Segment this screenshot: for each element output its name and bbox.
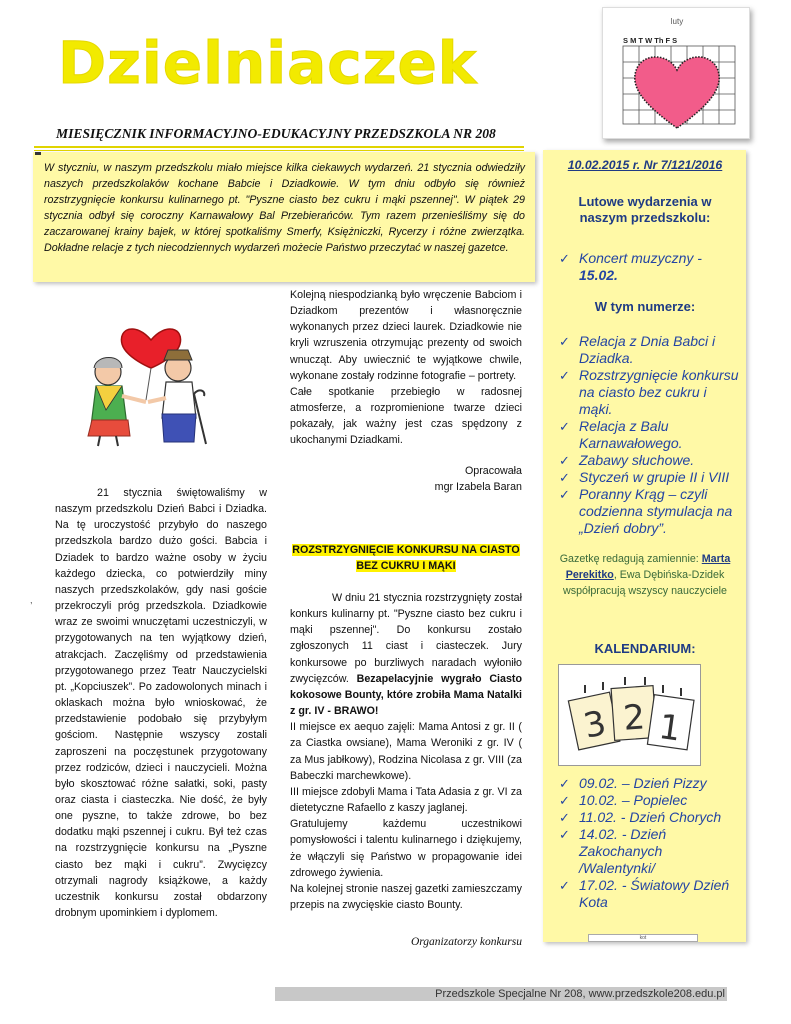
issue-list: [556, 333, 741, 537]
events-heading-line1: Lutowe wydarzenia w: [578, 194, 712, 209]
check-icon: ✓: [559, 810, 570, 825]
events-heading-line2: naszym przedszkolu:: [579, 210, 711, 225]
events-heading: [553, 194, 737, 226]
calendar-list: [556, 775, 741, 911]
editors-sep: :: [695, 553, 702, 565]
list-item: ✓ 10.02. – Popielec: [559, 792, 688, 808]
right-article: [290, 287, 522, 495]
author-name: mgr Izabela Baran: [434, 480, 522, 493]
check-icon: ✓: [559, 827, 570, 842]
list-item: ✓ Poranny Krąg – czyli codzienna stymulacja na „Dzień dobry”.: [559, 486, 733, 536]
intro-bullet-mark: [35, 152, 41, 155]
check-icon: ✓: [559, 419, 570, 434]
check-icon: ✓: [559, 878, 570, 893]
header-rule-thin: [34, 150, 524, 151]
heart-calendar-icon: [602, 7, 750, 139]
check-icon: ✓: [559, 368, 570, 383]
contest-p1: W dniu 21 stycznia rozstrzygnięty został konkurs kulinarny pt. "Pyszne ciasto bez cukru i mąki pszennej". Do konkursu zostało zgłoszonych 11 ciast i ciasteczek. Jury konkursowe po burzliwych naradach wyłoniło zwycięzców.: [290, 592, 522, 685]
stray-mark: ,: [30, 595, 33, 605]
header-rule: [34, 146, 524, 148]
calendar-days-label: S M T W Th F S: [623, 36, 678, 45]
masthead-title: Dzielniaczek: [58, 29, 478, 97]
contest-title: [290, 542, 522, 574]
check-icon: ✓: [559, 251, 570, 266]
tear-off-calendar-icon: [558, 664, 701, 766]
issue-date: 10.02.2015 r. Nr 7/121/2016: [567, 158, 723, 172]
contest-p3: III miejsce zdobyli Mama i Tata Adasia z gr. VI za dietetyczne Rafaello z kaszy jaglanej.: [290, 785, 522, 815]
contest-p5: Na kolejnej stronie naszej gazetki zamieszczamy przepis na zwycięskie ciasto Bounty.: [290, 882, 522, 911]
contest-p4: Gratulujemy każdemu uczestnikowi pomysłowości i talentu kulinarnego i dziękujemy, że włączyli się Państwo w propagowanie idei zdrowego żywienia.: [290, 818, 522, 879]
list-item: ✓ 09.02. – Dzień Pizzy: [559, 775, 707, 791]
list-item: ✓ Styczeń w grupie II i VIII: [559, 469, 730, 485]
editors-prefix: Gazetkę redagują zamiennie: [559, 553, 696, 565]
check-icon: ✓: [559, 487, 570, 502]
check-icon: ✓: [559, 453, 570, 468]
issue-heading: W tym numerze:: [594, 299, 696, 314]
list-item: ✓ 11.02. - Dzień Chorych: [559, 809, 722, 825]
check-icon: ✓: [559, 793, 570, 808]
footer-text: Przedszkole Specjalne Nr 208, www.przedszkole208.edu.pl: [435, 988, 725, 1000]
list-item: ✓ 17.02. - Światowy Dzień Kota: [559, 877, 730, 910]
right-article-p2: Całe spotkanie przebiegło w radosnej atmosferze, a rozpromienione twarze dzieci pokazały, jak ważny jest czas spędzony z ukochanymi Dziadkami.: [290, 385, 522, 447]
contest-title-line1: ROZSTRZYGNIĘCIE KONKURSU NA CIASTO: [292, 544, 520, 556]
masthead-subtitle: MIESIĘCZNIK INFORMACYJNO-EDUKACYJNY PRZEDSZKOLA NR 208: [56, 126, 496, 141]
contest-p2: II miejsce ex aequo zajęli: Mama Antosi z gr. II ( za Ciastka owsiane), Mama Weroniki z gr. IV ( za Mus jabłkowy), Rodzina Nicolasa z gr. VIII (za Babeczki marchewkowe).: [290, 721, 522, 782]
check-icon: ✓: [559, 470, 570, 485]
list-item: [556, 250, 741, 284]
intro-box: [33, 152, 535, 282]
calendar-month-label: luty: [670, 17, 684, 26]
grandparents-illustration: [66, 310, 232, 452]
contest-title-line2: BEZ CUKRU I MĄKI: [356, 560, 456, 572]
right-article-p1: Kolejną niespodzianką było wręczenie Babciom i Dziadkom prezentów i własnoręcznie wykonanych przez dzieci laurek. Dziadkowie nie kryli wzruszenia otrzymując prezenty od swoich wnucząt. Aby uwiecznić te wyjątkowe chwile, wykonane zostały rodzinne fotografie – portrety.: [290, 289, 522, 382]
editor-name: Marta Perekitko: [565, 553, 731, 581]
event-text: Koncert muzyczny -: [579, 250, 702, 266]
organizers-signature: Organizatorzy konkursu: [410, 936, 522, 948]
svg-text:3: 3: [580, 703, 610, 747]
clip-label: kot: [639, 935, 647, 941]
cat-clipart-fragment: [588, 934, 698, 942]
list-item: ✓ Rozstrzygnięcie konkursu na ciasto bez cukru i mąki.: [559, 367, 739, 417]
events-list: [556, 250, 741, 284]
list-item: ✓ 14.02. - Dzień Zakochanych /Walentynki/: [559, 826, 667, 876]
left-article: [55, 485, 267, 921]
svg-text:1: 1: [656, 706, 684, 750]
list-item: ✓ Zabawy słuchowe.: [559, 452, 695, 468]
contest-winner: Bezapelacyjnie wygrało Ciasto kokosowe Bounty, które zrobiła Mama Natalki z gr. IV - BRAWO!: [290, 672, 522, 718]
list-item: ✓ Relacja z Balu Karnawałowego.: [559, 418, 683, 451]
list-item: ✓ Relacja z Dnia Babci i Dziadka.: [559, 333, 716, 366]
contest-article: [290, 590, 522, 913]
left-article-text: 21 stycznia świętowaliśmy w naszym przedszkolu Dzień Babci i Dziadka. Na tę uroczystość przybyło do naszego przedszkola bardzo dużo gości. Babcia i Dziadek to bardzo ważne osoby w życiu każdego dziecka, co potwierdziły miny naszych przedszkolaków, gdy nasi goście przekroczyli próg przedszkola. Dziadkowie wraz ze swoimi wnuczętami uczestniczyli, w przygotowanych na ten wyjątkowy dzień, atrakcjach. Zaczęliśmy od przedstawienia przygotowanego przez Teatr Nauczycielski pt. „Kopciuszek”. Po zadowolonych minach i oklaskach można było wnioskować, że przedstawienie podobało się przybyłym gościom. Następnie wszyscy zostali zaproszeni na poczęstunek przygotowany przez rodziców, dzieci i nauczycieli. Można było skosztować różne sałatki, soki, pasty oraz ciasta i ciasteczka. Nie dość, że były one pyszne, to także zdrowe, bo bez dodatku mąki pszennej i cukru. Był też czas na rozstrzygnięcie konkursu na „Pyszne ciasto bez mąki i cukru”. Zwycięzcy otrzymali nagrody książkowe, a każdy uczestnik konkursu został obdarzony drobnym upominkiem i dyplomem.: [55, 487, 267, 920]
check-icon: ✓: [559, 776, 570, 791]
author-label: Opracowała: [464, 464, 522, 477]
event-date: 15.02.: [579, 267, 618, 283]
editors-rest: , Ewa Dębińska-Dzidek współpracują wszyscy nauczyciele: [563, 569, 727, 597]
check-icon: ✓: [559, 334, 570, 349]
svg-text:2: 2: [622, 697, 647, 739]
editors-note: [548, 551, 742, 599]
intro-text: W styczniu, w naszym przedszkolu miało miejsce kilka ciekawych wydarzeń. 21 stycznia odwiedziły naszych przedszkolaków kochane Babcie i Dziadkowie. W tym dniu odbyło się również rozstrzygnięcie konkursu kulinarnego pt. "Pyszne ciasto bez cukru i mąki pszennej". W piątek 29 stycznia odbył się coroczny Karnawałowy Bal Przebierańców. Tym razem przenieśliśmy się do zaczarowanej krainy bajek, w której spotkaliśmy Smerfy, Księżniczki, Rycerzy i różne zwierzątka. Dokładne relacje z tych niecodziennych wydarzeń możecie Państwo przeczytać w naszej gazetce.: [44, 162, 525, 254]
calendar-heading: KALENDARIUM:: [594, 641, 696, 656]
